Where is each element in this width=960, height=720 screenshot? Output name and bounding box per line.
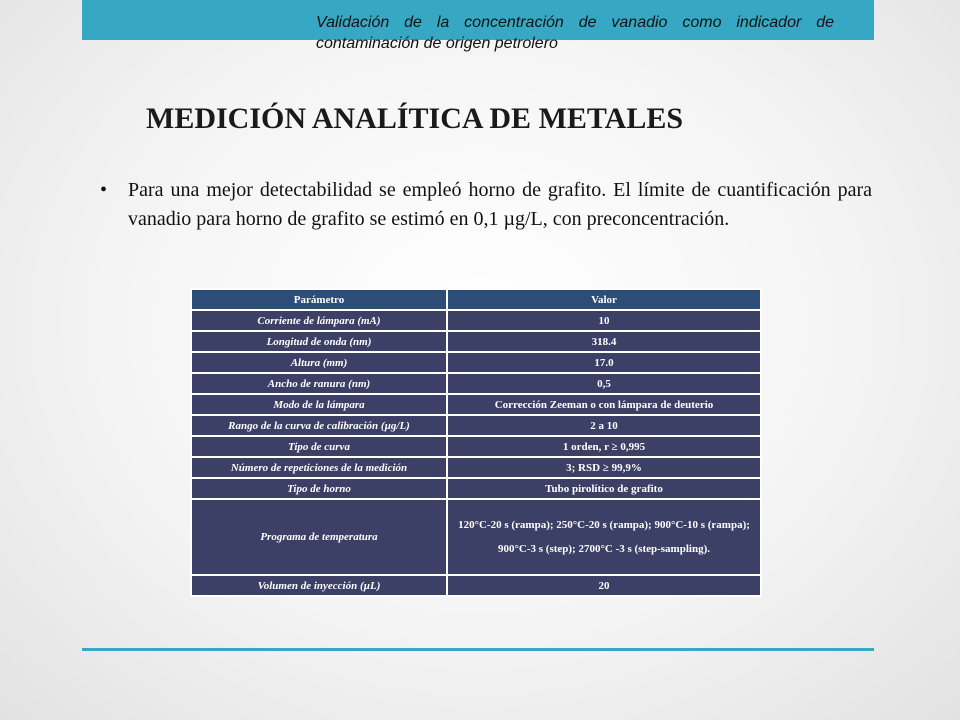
param-name: Longitud de onda (nm)	[191, 331, 447, 352]
header-text: Validación de la concentración de vanadio como indicador de contaminación de origen petrolero	[316, 14, 834, 52]
parameters-table	[190, 288, 762, 597]
param-value: 10	[447, 310, 761, 331]
table-row	[191, 436, 761, 457]
param-name: Tipo de curva	[191, 436, 447, 457]
header-valor: Valor	[447, 289, 761, 310]
param-value: 2 a 10	[447, 415, 761, 436]
table-row	[191, 310, 761, 331]
table-row	[191, 457, 761, 478]
table-row	[191, 373, 761, 394]
param-name: Altura (mm)	[191, 352, 447, 373]
header-parametro: Parámetro	[191, 289, 447, 310]
param-name: Modo de la lámpara	[191, 394, 447, 415]
footer-line	[82, 648, 874, 651]
bullet-text: Para una mejor detectabilidad se empleó horno de grafito. El límite de cuantificación para vanadio para horno de grafito se estimó en 0,1 µg/L, con preconcentración.	[128, 179, 872, 230]
table-row	[191, 394, 761, 415]
bullet-icon: •	[100, 179, 108, 201]
param-value: 20	[447, 575, 761, 596]
param-name: Ancho de ranura (nm)	[191, 373, 447, 394]
table-row	[191, 415, 761, 436]
table-row	[191, 499, 761, 575]
bullet-item	[100, 176, 872, 234]
param-value: 3; RSD ≥ 99,9%	[447, 457, 761, 478]
param-name: Tipo de horno	[191, 478, 447, 499]
table-row	[191, 478, 761, 499]
param-name: Número de repeticiones de la medición	[191, 457, 447, 478]
param-value: 318.4	[447, 331, 761, 352]
param-value: 17.0	[447, 352, 761, 373]
table-header-row	[191, 289, 761, 310]
slide-title: MEDICIÓN ANALÍTICA DE METALES	[146, 102, 684, 135]
bullet-list	[100, 176, 872, 234]
param-value: 1 orden, r ≥ 0,995	[447, 436, 761, 457]
param-name: Corriente de lámpara (mA)	[191, 310, 447, 331]
table-row	[191, 575, 761, 596]
param-name: Volumen de inyección (µL)	[191, 575, 447, 596]
table-row	[191, 331, 761, 352]
param-value: 120°C-20 s (rampa); 250°C-20 s (rampa); 900°C-10 s (rampa); 900°C-3 s (step); 2700°C -3 s (step-sampling).	[447, 499, 761, 575]
table-row	[191, 352, 761, 373]
param-value: Tubo pirolítico de grafito	[447, 478, 761, 499]
param-name: Rango de la curva de calibración (µg/L)	[191, 415, 447, 436]
param-value: Corrección Zeeman o con lámpara de deuterio	[447, 394, 761, 415]
param-name: Programa de temperatura	[191, 499, 447, 575]
param-value: 0,5	[447, 373, 761, 394]
